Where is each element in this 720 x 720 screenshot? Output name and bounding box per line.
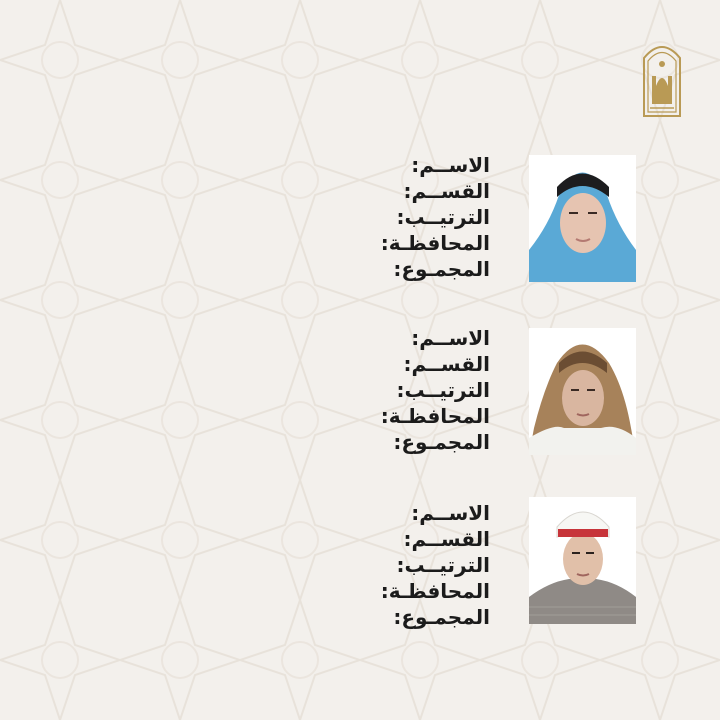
governorate-label: المحافظـة: <box>380 404 490 428</box>
rank-label: الترتيــب: <box>396 553 490 577</box>
student-card-1 <box>0 152 720 292</box>
governorate-label: المحافظـة: <box>380 231 490 255</box>
student-card-2 <box>0 325 720 465</box>
section-label: القســم: <box>403 179 490 203</box>
name-label: الاســم: <box>411 326 490 350</box>
rank-label: الترتيــب: <box>396 378 490 402</box>
section-label: القســم: <box>403 527 490 551</box>
name-label: الاســم: <box>411 501 490 525</box>
student-photo <box>529 328 636 455</box>
section-label: القســم: <box>403 352 490 376</box>
student-photo <box>529 155 636 282</box>
total-label: المجمـوع: <box>393 257 490 281</box>
total-label: المجمـوع: <box>393 430 490 454</box>
student-card-3 <box>0 500 720 640</box>
governorate-label: المحافظـة: <box>380 579 490 603</box>
name-label: الاســم: <box>411 153 490 177</box>
al-azhar-logo <box>640 36 684 120</box>
rank-label: الترتيــب: <box>396 205 490 229</box>
total-label: المجمـوع: <box>393 605 490 629</box>
student-photo <box>529 497 636 624</box>
